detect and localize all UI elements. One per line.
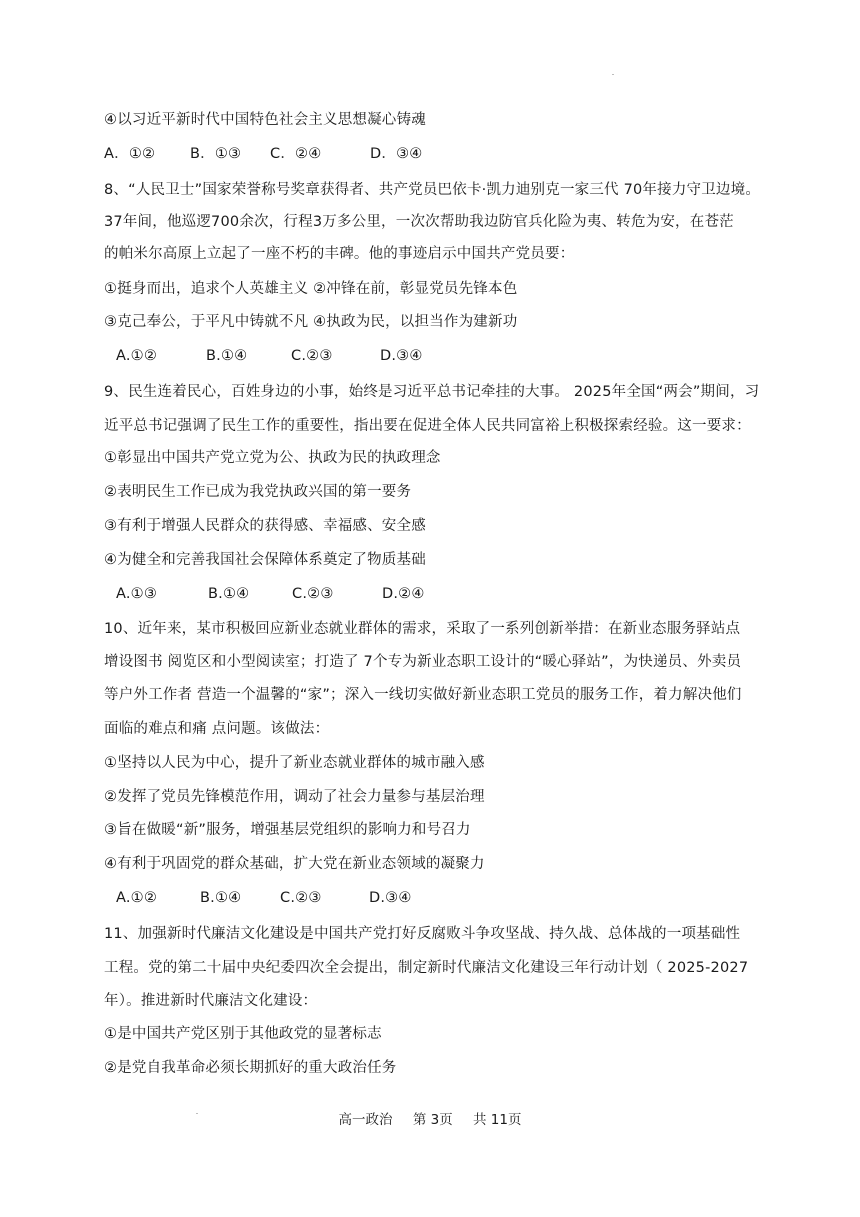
q10-stem-line-3: 等户外工作者 营造一个温馨的“家”；深入一线切实做好新业态职工党员的服务工作，着力解决他们 — [104, 687, 742, 703]
q7-option-b[interactable]: B．①③ — [190, 146, 242, 162]
q9-option-b[interactable]: B.①④ — [208, 586, 250, 602]
q10-option-d[interactable]: D.③④ — [369, 890, 412, 906]
q8-statements-1-2: ①挺身而出，追求个人英雄主义 ②冲锋在前，彰显党员先锋本色 — [104, 281, 518, 297]
footer-subject: 高一政治 — [338, 1112, 393, 1128]
q8-stem-line-2: 37年间，他巡逻700余次，行程3万多公里，一次次帮助我边防官兵化险为夷、转危为安，在苍茫 — [104, 214, 734, 230]
footer-total-pages: 共 11页 — [473, 1112, 522, 1128]
q10-stem-line-2: 增设图书 阅览区和小型阅读室；打造了 7个专为新业态职工设计的“暖心驿站”，为快递员、外卖员 — [104, 654, 742, 670]
scan-speck — [612, 74, 614, 75]
q11-stem-line-1: 11、加强新时代廉洁文化建设是中国共产党打好反腐败斗争攻坚战、持久战、总体战的一项基础性 — [104, 926, 741, 942]
q9-option-c[interactable]: C.②③ — [292, 586, 334, 602]
q8-stem-line-3: 的帕米尔高原上立起了一座不朽的丰碑。他的事迹启示中国共产党员要： — [104, 246, 575, 262]
q10-statement-4: ④有利于巩固党的群众基础，扩大党在新业态领域的凝聚力 — [104, 856, 485, 872]
footer-page-number: 第 3页 — [412, 1112, 453, 1128]
q9-statement-4: ④为健全和完善我国社会保障体系奠定了物质基础 — [104, 552, 426, 568]
q10-options — [116, 888, 412, 908]
q9-statement-3: ③有利于增强人民群众的获得感、幸福感、安全感 — [104, 518, 426, 534]
q9-options — [116, 584, 425, 604]
q7-options — [104, 144, 422, 164]
q11-stem-line-3: 年）。推进新时代廉洁文化建设： — [104, 993, 318, 1009]
q8-options — [116, 346, 423, 366]
q9-stem-line-1: 9、民生连着民心，百姓身边的小事，始终是习近平总书记牵挂的大事。 2025年全国“两会”期间，习 — [104, 384, 760, 400]
q7-option-d[interactable]: D．③④ — [370, 146, 423, 162]
q10-stem-line-1: 10、近年来，某市积极回应新业态就业群体的需求，采取了一系列创新举措：在新业态服务驿站点 — [104, 621, 741, 637]
q8-option-b[interactable]: B.①④ — [206, 348, 248, 364]
q10-statement-3: ③旨在做暖“新”服务，增强基层党组织的影响力和号召力 — [104, 822, 471, 838]
q10-statement-1: ①坚持以人民为中心，提升了新业态就业群体的城市融入感 — [104, 755, 485, 771]
q8-option-a[interactable]: A.①② — [116, 348, 158, 364]
q7-option-c[interactable]: C．②④ — [270, 146, 322, 162]
q9-stem-line-2: 近平总书记强调了民生工作的重要性，指出要在促进全体人民共同富裕上积极探索经验。这一要求： — [104, 418, 751, 434]
q10-stem-line-4: 面临的难点和痛 点问题。该做法： — [104, 721, 330, 737]
page-footer — [0, 1110, 860, 1130]
q8-statements-3-4: ③克己奉公，于平凡中铸就不凡 ④执政为民，以担当作为建新功 — [104, 314, 518, 330]
q11-statement-1: ①是中国共产党区别于其他政党的显著标志 — [104, 1026, 382, 1042]
q11-stem-line-2: 工程。党的第二十届中央纪委四次全会提出，制定新时代廉洁文化建设三年行动计划（ 2025-2027 — [104, 960, 749, 976]
q8-option-d[interactable]: D.③④ — [380, 348, 423, 364]
q9-statement-2: ②表明民生工作已成为我党执政兴国的第一要务 — [104, 484, 412, 500]
q9-statement-1: ①彰显出中国共产党立党为公、执政为民的执政理念 — [104, 450, 441, 466]
q9-option-a[interactable]: A.①③ — [116, 586, 158, 602]
q10-statement-2: ②发挥了党员先锋模范作用，调动了社会力量参与基层治理 — [104, 789, 485, 805]
q7-option-a[interactable]: A．①② — [104, 146, 156, 162]
q10-option-b[interactable]: B.①④ — [200, 890, 242, 906]
q10-option-a[interactable]: A.①② — [116, 890, 158, 906]
q8-option-c[interactable]: C.②③ — [291, 348, 333, 364]
q8-stem-line-1: 8、“人民卫士”国家荣誉称号奖章获得者、共产党员巴依卡·凯力迪别克一家三代 70年接力守卫边境。 — [104, 182, 761, 198]
q9-option-d[interactable]: D.②④ — [382, 586, 425, 602]
q11-statement-2: ②是党自我革命必须长期抓好的重大政治任务 — [104, 1060, 397, 1076]
q7-statement-4: ④以习近平新时代中国特色社会主义思想凝心铸魂 — [104, 112, 426, 128]
q10-option-c[interactable]: C.②③ — [280, 890, 322, 906]
